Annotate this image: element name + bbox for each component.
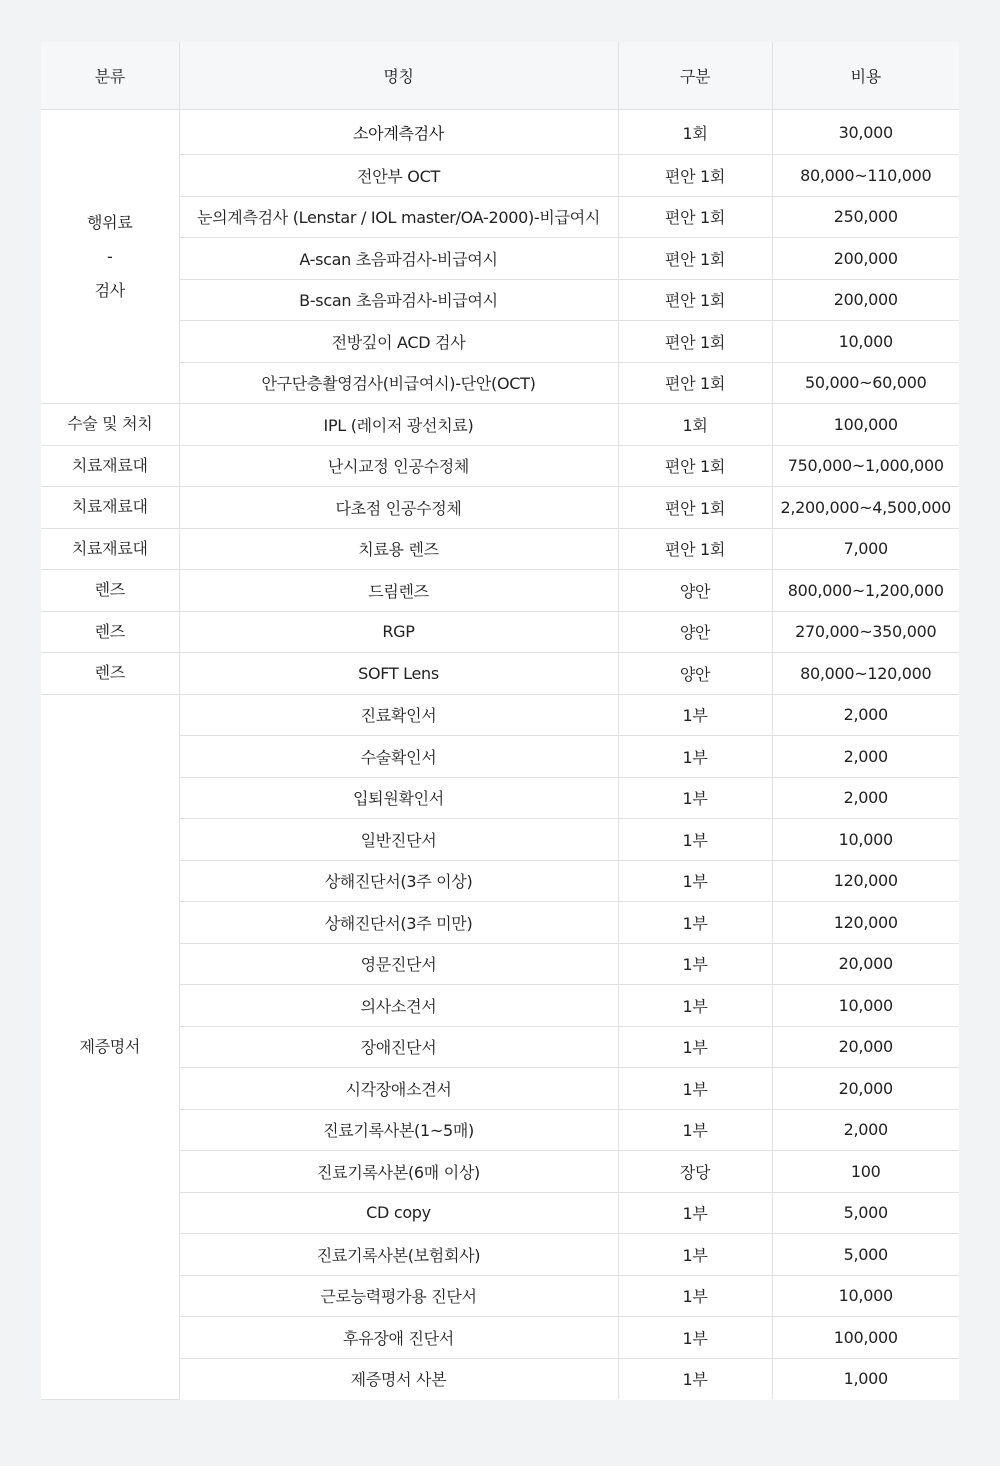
item-unit-cell: 1부: [618, 1317, 772, 1359]
table-row: [41, 445, 959, 487]
table-row: [41, 902, 959, 944]
table-row: [41, 1234, 959, 1276]
item-unit-cell: 1부: [618, 1068, 772, 1110]
item-name-cell: 수술확인서: [179, 736, 618, 778]
item-name-cell: 눈의계측검사 (Lenstar / IOL master/OA-2000)-비급여시: [179, 196, 618, 238]
item-unit-cell: 1회: [618, 404, 772, 446]
table-row: [41, 487, 959, 529]
item-unit-cell: 1부: [618, 943, 772, 985]
table-row: [41, 985, 959, 1027]
item-cost-cell: 10,000: [772, 1275, 959, 1317]
category-label: 제증명서: [79, 1036, 141, 1056]
item-name-cell: CD copy: [179, 1192, 618, 1234]
item-cost-cell: 250,000: [772, 196, 959, 238]
category-cell: [41, 528, 179, 570]
item-name-cell: 후유장애 진단서: [179, 1317, 618, 1359]
item-name-cell: 치료용 렌즈: [179, 528, 618, 570]
category-label: 행위료: [87, 212, 133, 232]
item-cost-cell: 800,000~1,200,000: [772, 570, 959, 612]
item-name-cell: 소아계측검사: [179, 110, 618, 155]
category-cell: [41, 110, 179, 404]
table-row: [41, 528, 959, 570]
table-row: [41, 1026, 959, 1068]
category-label: -: [107, 246, 113, 266]
item-name-cell: RGP: [179, 611, 618, 653]
table-row: [41, 943, 959, 985]
item-cost-cell: 2,200,000~4,500,000: [772, 487, 959, 529]
item-cost-cell: 80,000~110,000: [772, 155, 959, 197]
table-row: [41, 777, 959, 819]
table-row: [41, 611, 959, 653]
item-name-cell: 의사소견서: [179, 985, 618, 1027]
table-row: [41, 196, 959, 238]
table-row: [41, 1192, 959, 1234]
category-cell: [41, 487, 179, 529]
fee-table: [41, 42, 959, 1400]
table-row: [41, 1151, 959, 1193]
item-cost-cell: 100,000: [772, 1317, 959, 1359]
item-cost-cell: 750,000~1,000,000: [772, 445, 959, 487]
category-cell: [41, 570, 179, 612]
category-cell: [41, 653, 179, 695]
item-unit-cell: 1부: [618, 860, 772, 902]
header-category: 분류: [41, 42, 179, 110]
item-name-cell: IPL (레이저 광선치료): [179, 404, 618, 446]
item-name-cell: SOFT Lens: [179, 653, 618, 695]
item-cost-cell: 2,000: [772, 777, 959, 819]
item-name-cell: 진료기록사본(6매 이상): [179, 1151, 618, 1193]
table-row: [41, 279, 959, 321]
item-cost-cell: 20,000: [772, 943, 959, 985]
item-name-cell: 일반진단서: [179, 819, 618, 861]
item-name-cell: A-scan 초음파검사-비급여시: [179, 238, 618, 280]
category-cell: [41, 611, 179, 653]
item-name-cell: 제증명서 사본: [179, 1358, 618, 1399]
item-unit-cell: 편안 1회: [618, 445, 772, 487]
item-unit-cell: 1부: [618, 777, 772, 819]
item-cost-cell: 2,000: [772, 736, 959, 778]
table-row: [41, 155, 959, 197]
item-name-cell: 안구단층촬영검사(비급여시)-단안(OCT): [179, 362, 618, 404]
item-cost-cell: 200,000: [772, 238, 959, 280]
item-name-cell: 상해진단서(3주 미만): [179, 902, 618, 944]
item-unit-cell: 편안 1회: [618, 279, 772, 321]
item-unit-cell: 1부: [618, 1192, 772, 1234]
item-cost-cell: 100,000: [772, 404, 959, 446]
item-name-cell: 드림렌즈: [179, 570, 618, 612]
category-label: 치료재료대: [71, 538, 148, 558]
table-row: [41, 653, 959, 695]
category-label: 수술 및 처치: [67, 414, 153, 434]
item-unit-cell: 편안 1회: [618, 196, 772, 238]
item-cost-cell: 200,000: [772, 279, 959, 321]
table-row: [41, 819, 959, 861]
item-name-cell: B-scan 초음파검사-비급여시: [179, 279, 618, 321]
table-row: [41, 321, 959, 363]
table-row: [41, 736, 959, 778]
table-row: [41, 1358, 959, 1399]
item-unit-cell: 1부: [618, 1026, 772, 1068]
item-unit-cell: 1회: [618, 110, 772, 155]
item-cost-cell: 2,000: [772, 694, 959, 736]
fee-table-container: [41, 42, 959, 1400]
item-name-cell: 난시교정 인공수정체: [179, 445, 618, 487]
category-label: 렌즈: [94, 621, 125, 641]
category-label: 치료재료대: [71, 455, 148, 475]
item-cost-cell: 50,000~60,000: [772, 362, 959, 404]
table-row: [41, 570, 959, 612]
item-unit-cell: 편안 1회: [618, 528, 772, 570]
item-cost-cell: 2,000: [772, 1109, 959, 1151]
item-unit-cell: 1부: [618, 819, 772, 861]
item-unit-cell: 장당: [618, 1151, 772, 1193]
table-row: [41, 1068, 959, 1110]
item-unit-cell: 편안 1회: [618, 362, 772, 404]
item-cost-cell: 7,000: [772, 528, 959, 570]
item-cost-cell: 10,000: [772, 321, 959, 363]
category-cell: [41, 404, 179, 446]
item-unit-cell: 1부: [618, 1234, 772, 1276]
item-unit-cell: 편안 1회: [618, 155, 772, 197]
header-cost: 비용: [772, 42, 959, 110]
item-cost-cell: 120,000: [772, 860, 959, 902]
item-name-cell: 진료확인서: [179, 694, 618, 736]
item-name-cell: 다초점 인공수정체: [179, 487, 618, 529]
item-name-cell: 진료기록사본(보험회사): [179, 1234, 618, 1276]
item-unit-cell: 편안 1회: [618, 487, 772, 529]
item-unit-cell: 편안 1회: [618, 238, 772, 280]
table-row: [41, 238, 959, 280]
category-label: 렌즈: [94, 580, 125, 600]
item-cost-cell: 10,000: [772, 819, 959, 861]
header-name: 명칭: [179, 42, 618, 110]
table-header: [41, 42, 959, 110]
item-unit-cell: 편안 1회: [618, 321, 772, 363]
table-row: [41, 1109, 959, 1151]
table-row: [41, 694, 959, 736]
item-unit-cell: 양안: [618, 653, 772, 695]
item-name-cell: 상해진단서(3주 이상): [179, 860, 618, 902]
table-body: [41, 110, 959, 1400]
category-cell: [41, 445, 179, 487]
header-unit: 구분: [618, 42, 772, 110]
item-cost-cell: 270,000~350,000: [772, 611, 959, 653]
item-cost-cell: 5,000: [772, 1234, 959, 1276]
item-name-cell: 전방깊이 ACD 검사: [179, 321, 618, 363]
item-name-cell: 근로능력평가용 진단서: [179, 1275, 618, 1317]
table-row: [41, 404, 959, 446]
item-name-cell: 전안부 OCT: [179, 155, 618, 197]
item-unit-cell: 1부: [618, 1275, 772, 1317]
item-name-cell: 장애진단서: [179, 1026, 618, 1068]
item-cost-cell: 120,000: [772, 902, 959, 944]
table-row: [41, 1317, 959, 1359]
item-name-cell: 시각장애소견서: [179, 1068, 618, 1110]
item-unit-cell: 1부: [618, 985, 772, 1027]
item-cost-cell: 1,000: [843, 1369, 888, 1389]
item-cost-cell: 100: [772, 1151, 959, 1193]
item-cost-cell: 5,000: [772, 1192, 959, 1234]
table-row: [41, 110, 959, 155]
category-label: 렌즈: [94, 663, 125, 683]
item-unit-cell: 1부: [618, 736, 772, 778]
item-cost-cell: 80,000~120,000: [772, 653, 959, 695]
table-row: [41, 1275, 959, 1317]
item-cost-cell: 20,000: [772, 1068, 959, 1110]
item-cost-cell: 30,000: [772, 110, 959, 155]
category-label: 검사: [94, 280, 125, 300]
category-label: 치료재료대: [71, 497, 148, 517]
category-cell: [41, 694, 179, 1399]
item-name-cell: 영문진단서: [179, 943, 618, 985]
header-row: [41, 42, 959, 110]
item-unit-cell: 양안: [618, 570, 772, 612]
item-unit-cell: 1부: [618, 694, 772, 736]
item-cost-cell: 20,000: [772, 1026, 959, 1068]
item-unit-cell: 1부: [618, 1109, 772, 1151]
item-unit-cell: 1부: [618, 1358, 772, 1399]
table-row: [41, 362, 959, 404]
table-row: [41, 860, 959, 902]
item-cost-cell: 10,000: [772, 985, 959, 1027]
item-name-cell: 입퇴원확인서: [179, 777, 618, 819]
item-name-cell: 진료기록사본(1~5매): [179, 1109, 618, 1151]
item-unit-cell: 1부: [618, 902, 772, 944]
item-unit-cell: 양안: [618, 611, 772, 653]
